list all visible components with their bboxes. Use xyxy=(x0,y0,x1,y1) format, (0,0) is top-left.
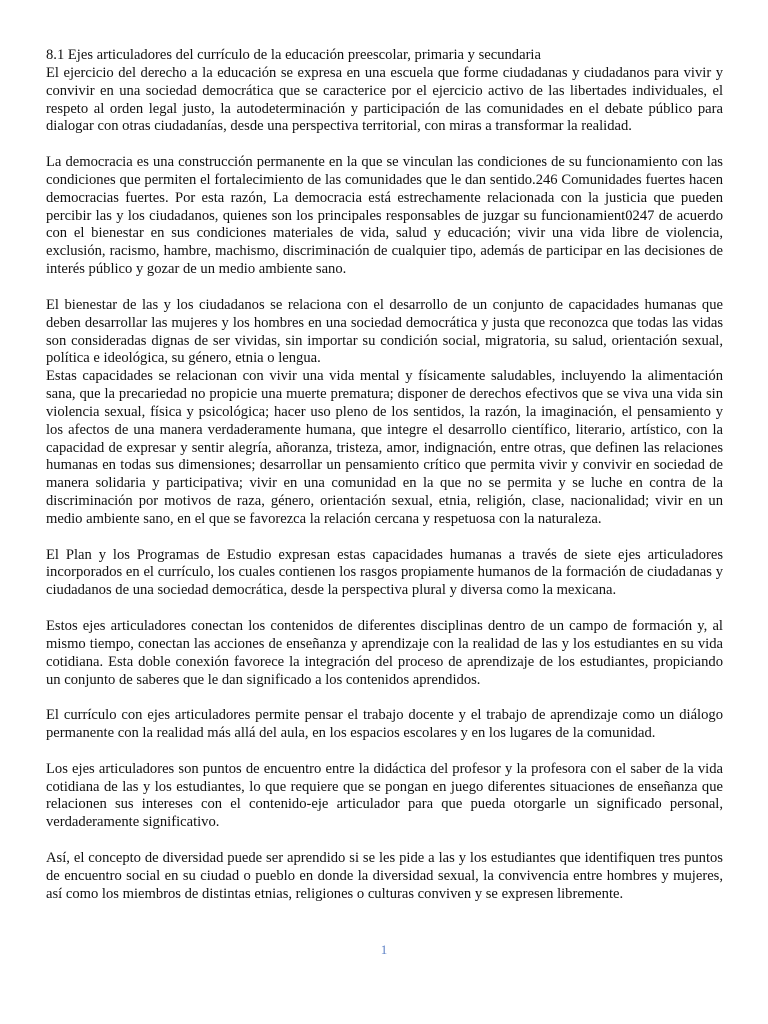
paragraph-4: Estas capacidades se relacionan con vivir una vida mental y físicamente saludables, incluyendo la alimentación sana, que la precariedad no propicie una muerte prematura; disponer de derechos efectivos que se viva una vida sin violencia sexual, física y psicológica; hacer uso pleno de los sentidos, la razón, la imaginación, el pensamiento y los afectos de una manera verdaderamente humana, que integre el desarrollo científico, literario, artístico, con la capacidad de expresar y sentir alegría, añoranza, tristeza, amor, indignación, entre otras, que definen las relaciones humanas en todas sus dimensiones; desarrollar un pensamiento crítico que permita vivir y convivir en sociedad de manera solidaria y participativa; vivir en una comunidad en la que no se permita y se luche en contra de la discriminación por motivos de raza, género, orientación sexual, etnia, religión, clase, nacionalidad; vivir en un medio ambiente sano, en el que se favorezca la relación cercana y respetuosa con la naturaleza. xyxy=(46,368,723,527)
page-number: 1 xyxy=(380,942,388,957)
paragraph-6: Estos ejes articuladores conectan los contenidos de diferentes disciplinas dentro de un campo de formación y, al mismo tiempo, conectan las acciones de enseñanza y aprendizaje con la realidad de las y los estudiantes en su vida cotidiana. Esta doble conexión favorece la integración del proceso de aprendizaje de los estudiantes, propiciando un conjunto de saberes que le dan significado a los contenidos aprendidos. xyxy=(46,618,723,688)
section-title: 8.1 Ejes articuladores del currículo de la educación preescolar, primaria y secundaria xyxy=(46,47,541,63)
paragraph-2: La democracia es una construcción permanente en la que se vinculan las condiciones de su funcionamiento con las condiciones que permiten el fortalecimiento de las comunidades que le dan sentido.246 Comunidades fuertes hacen democracias fuertes. Por esta razón, La democracia está estrechamente relacionada con la justicia que pueden percibir las y los ciudadanos, quienes son los principales responsables de juzgar su funcionamient0247 de acuerdo con el bienestar en sus condiciones materiales de vida, salud y educación; vivir una vida libre de violencia, exclusión, racismo, hambre, machismo, discriminación de cualquier tipo, además de participar en las decisiones de interés público y gozar de un medio ambiente sano. xyxy=(46,154,723,278)
paragraph-7: El currículo con ejes articuladores permite pensar el trabajo docente y el trabajo de aprendizaje como un diálogo permanente con la realidad más allá del aula, en los espacios escolares y en los lugares de la comunidad. xyxy=(46,707,723,742)
paragraph-1: El ejercicio del derecho a la educación se expresa en una escuela que forme ciudadanas y ciudadanos para vivir y convivir en una sociedad democrática que se caracterice por el ejercicio activo de las libertades individuales, el respeto al orden legal justo, la autodeterminación y participación de las comunidades en el debate público para dialogar con otras ciudadanías, desde una perspectiva territorial, con miras a transformar la realidad. xyxy=(46,64,723,135)
paragraph-9: Así, el concepto de diversidad puede ser aprendido si se les pide a las y los estudiantes que identifiquen tres puntos de encuentro social en su ciudad o pueblo en donde la diversidad sexual, la convivencia entre hombres y mujeres, así como los miembros de distintas etnias, religiones o culturas conviven y se expresen libremente. xyxy=(46,849,723,902)
paragraph-5: El Plan y los Programas de Estudio expresan estas capacidades humanas a través de siete ejes articuladores incorporados en el currículo, los cuales contienen los rasgos propiamente humanos de la formación de ciudadanas y ciudadanos de una sociedad democrática, desde la perspectiva plural y diversa como la mexicana. xyxy=(46,546,723,599)
paragraph-8: Los ejes articuladores son puntos de encuentro entre la didáctica del profesor y la profesora con el saber de la vida cotidiana de las y los estudiantes, lo que requiere que se pongan en juego diferentes situaciones de enseñanza que relacionen sus intereses con el contenido-eje articulador para que pueda otorgarle un significado personal, verdaderamente significativo. xyxy=(46,760,723,831)
paragraph-3: El bienestar de las y los ciudadanos se relaciona con el desarrollo de un conjunto de capacidades humanas que deben desarrollar las mujeres y los hombres en una sociedad democrática y justa que reconozca que todas las vidas son consideradas dignas de ser vividas, sin importar su condición social, migratoria, su salud, orientación sexual, política e ideológica, su género, etnia o lengua. xyxy=(46,296,723,367)
document-body xyxy=(46,47,723,904)
